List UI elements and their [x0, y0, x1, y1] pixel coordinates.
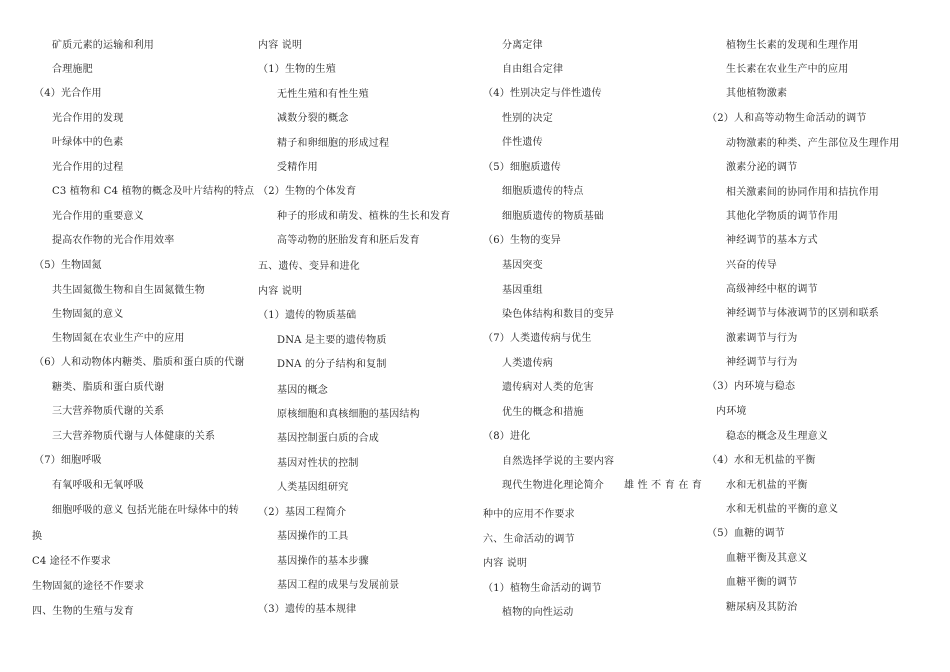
text-line: 提高农作物的光合作用效率	[52, 235, 175, 246]
section-heading: （4）性别决定与伴性遗传	[483, 88, 602, 99]
text-line: 细胞质遗传的物质基础	[502, 211, 604, 222]
text-line: 神经调节与体液调节的区别和联系	[726, 308, 879, 319]
text-line: 种中的应用不作要求	[483, 509, 575, 520]
text-line: 细胞质遗传的特点	[502, 186, 584, 197]
text-line: 换	[32, 531, 43, 542]
text-line: 生物固氮的意义	[52, 309, 124, 320]
text-line: 光合作用的发现	[52, 113, 124, 124]
chapter-heading: 六、生命活动的调节	[483, 534, 575, 545]
text-line: 性别的决定	[502, 113, 553, 124]
text-line: 生长素在农业生产中的应用	[726, 64, 849, 75]
section-heading: （8）进化	[483, 431, 531, 442]
text-line: 生物固氮的途径不作要求	[32, 581, 145, 592]
text-line: 共生固氮微生物和自生固氮微生物	[52, 285, 205, 296]
text-line: 矿质元素的运输和利用	[52, 40, 154, 51]
text-line: 自由组合定律	[502, 64, 564, 75]
text-line: 激素分泌的调节	[726, 162, 798, 173]
text-line: 自然选择学说的主要内容	[502, 456, 615, 467]
text-line: 高级神经中枢的调节	[726, 284, 818, 295]
text-line: 无性生殖和有性生殖	[277, 89, 369, 100]
text-line: 高等动物的胚胎发育和胚后发育	[277, 235, 420, 246]
text-line: 人类基因组研究	[277, 482, 349, 493]
text-line: 基因控制蛋白质的合成	[277, 433, 379, 444]
text-line: 细胞呼吸的意义 包括光能在叶绿体中的转	[52, 505, 239, 516]
section-heading: （2）人和高等动物生命活动的调节	[707, 113, 867, 124]
text-line: 雄 性 不 育 在 育	[624, 480, 703, 491]
text-line: 三大营养物质代谢的关系	[52, 406, 165, 417]
chapter-heading: 四、生物的生殖与发育	[32, 606, 134, 617]
section-heading: （1）植物生命活动的调节	[483, 583, 602, 594]
text-line: 种子的形成和萌发、植株的生长和发育	[277, 211, 451, 222]
text-line: 激素调节与行为	[726, 333, 798, 344]
text-line: 神经调节与行为	[726, 357, 798, 368]
text-line: 血糖平衡及其意义	[726, 553, 808, 564]
text-line: C4 途径不作要求	[32, 556, 111, 567]
text-line: 兴奋的传导	[726, 260, 777, 271]
text-line: 动物激素的种类、产生部位及生理作用	[726, 138, 900, 149]
text-line: 基因工程的成果与发展前景	[277, 580, 400, 591]
text-line: 相关激素间的协同作用和拮抗作用	[726, 187, 879, 198]
section-heading: （6）人和动物体内糖类、脂质和蛋白质的代谢	[34, 357, 245, 368]
section-heading: （5）生物固氮	[34, 260, 102, 271]
text-line: 三大营养物质代谢与人体健康的关系	[52, 431, 216, 442]
section-heading: （6）生物的变异	[483, 235, 561, 246]
text-line: 基因的概念	[277, 385, 328, 396]
text-line: DNA 是主要的遗传物质	[277, 335, 387, 346]
text-line: 光合作用的重要意义	[52, 211, 144, 222]
text-line: 现代生物进化理论简介	[502, 480, 604, 491]
text-line: 原核细胞和真核细胞的基因结构	[277, 409, 420, 420]
text-line: 植物生长素的发现和生理作用	[726, 40, 859, 51]
text-line: 基因突变	[502, 260, 543, 271]
text-line: 人类遗传病	[502, 358, 553, 369]
text-line: 水和无机盐的平衡的意义	[726, 504, 839, 515]
text-line: 减数分裂的概念	[277, 113, 349, 124]
text-line: 遗传病对人类的危害	[502, 382, 594, 393]
section-heading: （1）生物的生殖	[258, 64, 336, 75]
text-line: 分离定律	[502, 40, 543, 51]
text-line: 基因对性状的控制	[277, 458, 359, 469]
text-line: 优生的概念和措施	[502, 407, 584, 418]
text-line: 合理施肥	[52, 64, 93, 75]
text-line: 受精作用	[277, 162, 318, 173]
text-line: 生物固氮在农业生产中的应用	[52, 333, 185, 344]
chapter-heading: 五、遗传、变异和进化	[258, 261, 360, 272]
section-heading: （1）遗传的物质基础	[258, 310, 357, 321]
section-heading: （5）血糖的调节	[707, 528, 785, 539]
section-heading: （7）人类遗传病与优生	[483, 333, 592, 344]
section-heading: （7）细胞呼吸	[34, 455, 102, 466]
text-line: 内环境	[716, 406, 747, 417]
text-line: 其他化学物质的调节作用	[726, 211, 839, 222]
section-heading: （2）基因工程简介	[258, 507, 347, 518]
text-line: 内容 说明	[483, 558, 528, 569]
text-line: DNA 的分子结构和复制	[277, 359, 387, 370]
text-line: 基因操作的工具	[277, 531, 349, 542]
section-heading: （2）生物的个体发育	[258, 186, 357, 197]
section-heading: （4）光合作用	[34, 88, 102, 99]
text-line: 染色体结构和数目的变异	[502, 309, 615, 320]
text-line: 基因操作的基本步骤	[277, 556, 369, 567]
text-line: 血糖平衡的调节	[726, 577, 798, 588]
text-line: 神经调节的基本方式	[726, 235, 818, 246]
text-line: 稳态的概念及生理意义	[726, 431, 828, 442]
text-line: 糖类、脂质和蛋白质代谢	[52, 382, 165, 393]
text-line: 有氧呼吸和无氧呼吸	[52, 480, 144, 491]
text-line: 精子和卵细胞的形成过程	[277, 138, 390, 149]
text-line: C3 植物和 C4 植物的概念及叶片结构的特点	[52, 186, 255, 197]
text-line: 基因重组	[502, 285, 543, 296]
text-line: 植物的向性运动	[502, 607, 574, 618]
text-line: 叶绿体中的色素	[52, 137, 124, 148]
section-heading: （4）水和无机盐的平衡	[707, 455, 816, 466]
section-heading: （3）内环境与稳态	[707, 381, 796, 392]
text-line: 内容 说明	[258, 40, 303, 51]
text-line: 糖尿病及其防治	[726, 602, 798, 613]
text-line: 其他植物激素	[726, 88, 788, 99]
text-line: 内容 说明	[258, 286, 303, 297]
section-heading: （3）遗传的基本规律	[258, 604, 357, 615]
text-line: 光合作用的过程	[52, 162, 124, 173]
section-heading: （5）细胞质遗传	[483, 162, 561, 173]
text-line: 伴性遗传	[502, 137, 543, 148]
text-line: 水和无机盐的平衡	[726, 480, 808, 491]
